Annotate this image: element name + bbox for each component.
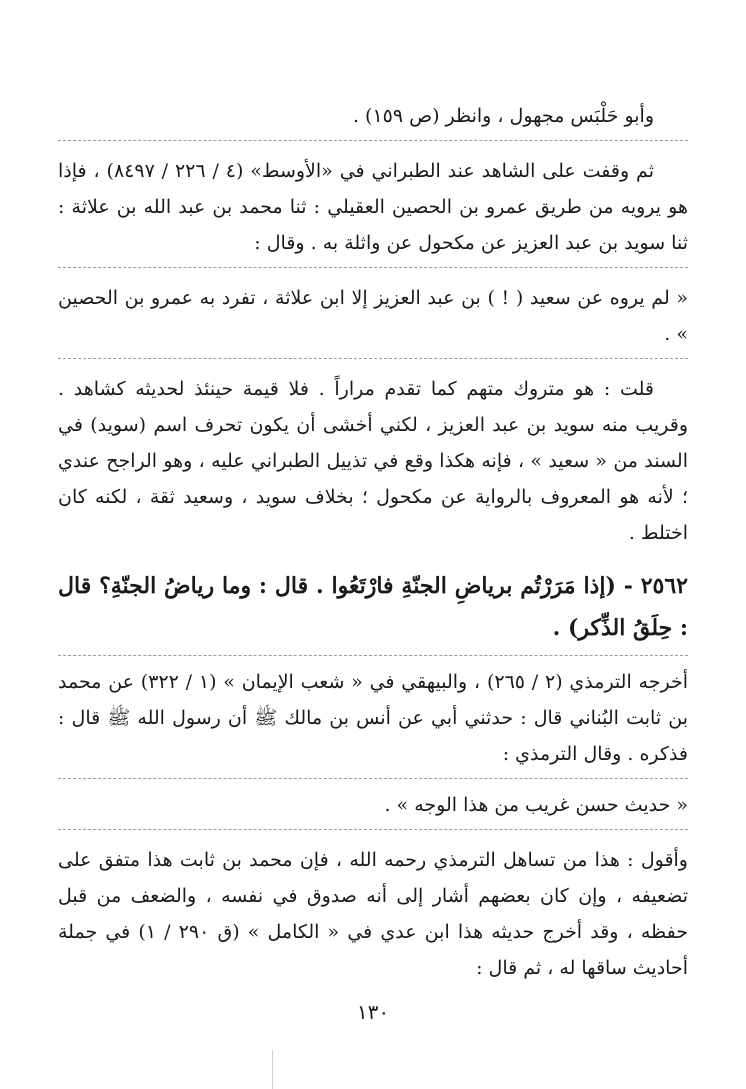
divider: [58, 267, 688, 268]
divider: [58, 829, 688, 830]
hadith-heading: ٢٥٦٢ - (إذا مَرَرْتُم برياضِ الجنّةِ فارْتَعُوا . قال : وما رياضُ الجنّةِ؟ قال : حِلَقُ الذِّكر) .: [58, 573, 688, 641]
scan-artifact: [272, 1050, 273, 1089]
page-number: ١٣٠: [356, 1000, 390, 1024]
paragraph-2: ثم وقفت على الشاهد عند الطبراني في «الأوسط» (٤ / ٢٢٦ / ٨٤٩٧) ، فإذا هو يرويه من طريق عمرو بن الحصين العقيلي : ثنا محمد بن عبد الله بن علاثة : ثنا سويد بن عبد العزيز عن مكحول عن واثلة به . وقال :: [58, 160, 688, 254]
divider: [58, 358, 688, 359]
paragraph-quote-1: « لم يروه عن سعيد ( ! ) بن عبد العزيز إلا ابن علاثة ، تفرد به عمرو بن الحصين » .: [58, 287, 688, 345]
paragraph-7: وأقول : هذا من تساهل الترمذي رحمه الله ، فإن محمد بن ثابت هذا متفق على تضعيفه ، وإن كان بعضهم أشار إلى أنه صدوق في نفسه ، والضعف من قبل حفظه ، وقد أخرج حديثه هذا ابن عدي في « الكامل » (ق ٢٩٠ / ١) في جملة أحاديث ساقها له ، ثم قال :: [58, 849, 688, 979]
paragraph-5: أخرجه الترمذي (٢ / ٢٦٥) ، والبيهقي في « شعب الإيمان » (١ / ٣٢٢) عن محمد بن ثابت البُناني قال : حدثني أبي عن أنس بن مالك ﷺ أن رسول الله ﷺ قال : فذكره . وقال الترمذي :: [58, 671, 688, 765]
divider: [58, 655, 688, 656]
paragraph-4: قلت : هو متروك متهم كما تقدم مراراً . فلا قيمة حينئذ لحديثه كشاهد . وقريب منه سويد بن عبد العزيز ، لكني أخشى أن يكون تحرف اسم (سويد) في السند من « سعيد » ، فإنه هكذا وقع في تذييل الطبراني عليه ، وهو الراجح عندي ؛ لأنه هو المعروف بالرواية عن مكحول ؛ بخلاف سويد ، وسعيد ثقة ، لكنه كان اختلط .: [58, 378, 688, 544]
paragraph-quote-2: « حديث حسن غريب من هذا الوجه » .: [384, 794, 688, 816]
page-body: [58, 98, 688, 986]
divider: [58, 778, 688, 779]
divider: [58, 140, 688, 141]
paragraph-1: وأبو حَلْبَس مجهول ، وانظر (ص ١٥٩) .: [352, 105, 654, 127]
